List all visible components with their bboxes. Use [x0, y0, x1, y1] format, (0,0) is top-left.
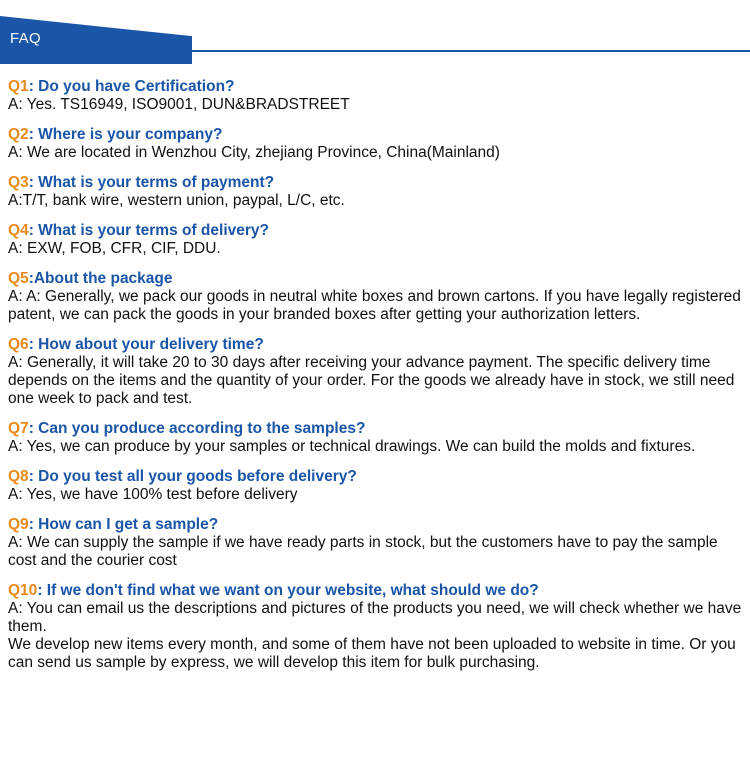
faq-answer: A: You can email us the descriptions and pictures of the products you need, we will check whether we have them. — [8, 600, 742, 635]
faq-list — [8, 78, 746, 684]
faq-answer: A: EXW, FOB, CFR, CIF, DDU. — [8, 240, 221, 257]
question-text: : What is your terms of payment? — [28, 174, 275, 191]
faq-question — [8, 582, 746, 600]
faq-question — [8, 468, 746, 486]
faq-answer: A: Generally, it will take 20 to 30 days after receiving your advance payment. The specific delivery time depends on the items and the quantity of your order. For the goods we already have in stock, we still need one week to pack and test. — [8, 354, 735, 407]
faq-question — [8, 222, 746, 240]
faq-item — [8, 420, 746, 456]
faq-question — [8, 270, 746, 288]
question-number: Q10 — [8, 582, 38, 599]
question-number: Q3 — [8, 174, 29, 191]
faq-item — [8, 468, 746, 504]
question-text: :About the package — [28, 270, 173, 287]
faq-header — [0, 0, 750, 66]
faq-answer: A: We can supply the sample if we have ready parts in stock, but the customers have to pay the sample cost and the courier cost — [8, 534, 718, 569]
faq-item — [8, 78, 746, 114]
question-number: Q6 — [8, 336, 29, 353]
faq-item — [8, 126, 746, 162]
question-number: Q2 — [8, 126, 29, 143]
faq-answer: We develop new items every month, and some of them have not been uploaded to website in time. Or you can send us sample by express, we will develop this item for bulk purchasing. — [8, 636, 736, 671]
faq-item — [8, 174, 746, 210]
question-text: : What is your terms of delivery? — [28, 222, 269, 239]
question-number: Q1 — [8, 78, 29, 95]
faq-item — [8, 336, 746, 408]
question-text: : Where is your company? — [28, 126, 223, 143]
faq-item — [8, 222, 746, 258]
question-number: Q7 — [8, 420, 29, 437]
faq-answer: A:T/T, bank wire, western union, paypal, L/C, etc. — [8, 192, 345, 209]
faq-question — [8, 420, 746, 438]
faq-question — [8, 516, 746, 534]
faq-answer: A: Yes. TS16949, ISO9001, DUN&BRADSTREET — [8, 96, 350, 113]
question-text: : Do you test all your goods before delivery? — [28, 468, 357, 485]
question-text: : Can you produce according to the samples? — [28, 420, 366, 437]
question-number: Q5 — [8, 270, 29, 287]
faq-answer: A: Yes, we have 100% test before delivery — [8, 486, 298, 503]
question-number: Q4 — [8, 222, 29, 239]
question-number: Q9 — [8, 516, 29, 533]
question-text: : How can I get a sample? — [28, 516, 219, 533]
question-text: : Do you have Certification? — [28, 78, 235, 95]
question-number: Q8 — [8, 468, 29, 485]
faq-question — [8, 78, 746, 96]
faq-item — [8, 582, 746, 672]
faq-answer: A: We are located in Wenzhou City, zhejiang Province, China(Mainland) — [8, 144, 500, 161]
question-text: : If we don't find what we want on your website, what should we do? — [37, 582, 539, 599]
faq-question — [8, 336, 746, 354]
faq-item — [8, 270, 746, 324]
faq-answer: A: A: Generally, we pack our goods in neutral white boxes and brown cartons. If you have legally registered patent, we can pack the goods in your branded boxes after getting your authorization letters. — [8, 288, 741, 323]
faq-question — [8, 174, 746, 192]
faq-question — [8, 126, 746, 144]
faq-title: FAQ — [10, 30, 41, 47]
faq-item — [8, 516, 746, 570]
question-text: : How about your delivery time? — [28, 336, 264, 353]
faq-answer: A: Yes, we can produce by your samples or technical drawings. We can build the molds and fixtures. — [8, 438, 696, 455]
